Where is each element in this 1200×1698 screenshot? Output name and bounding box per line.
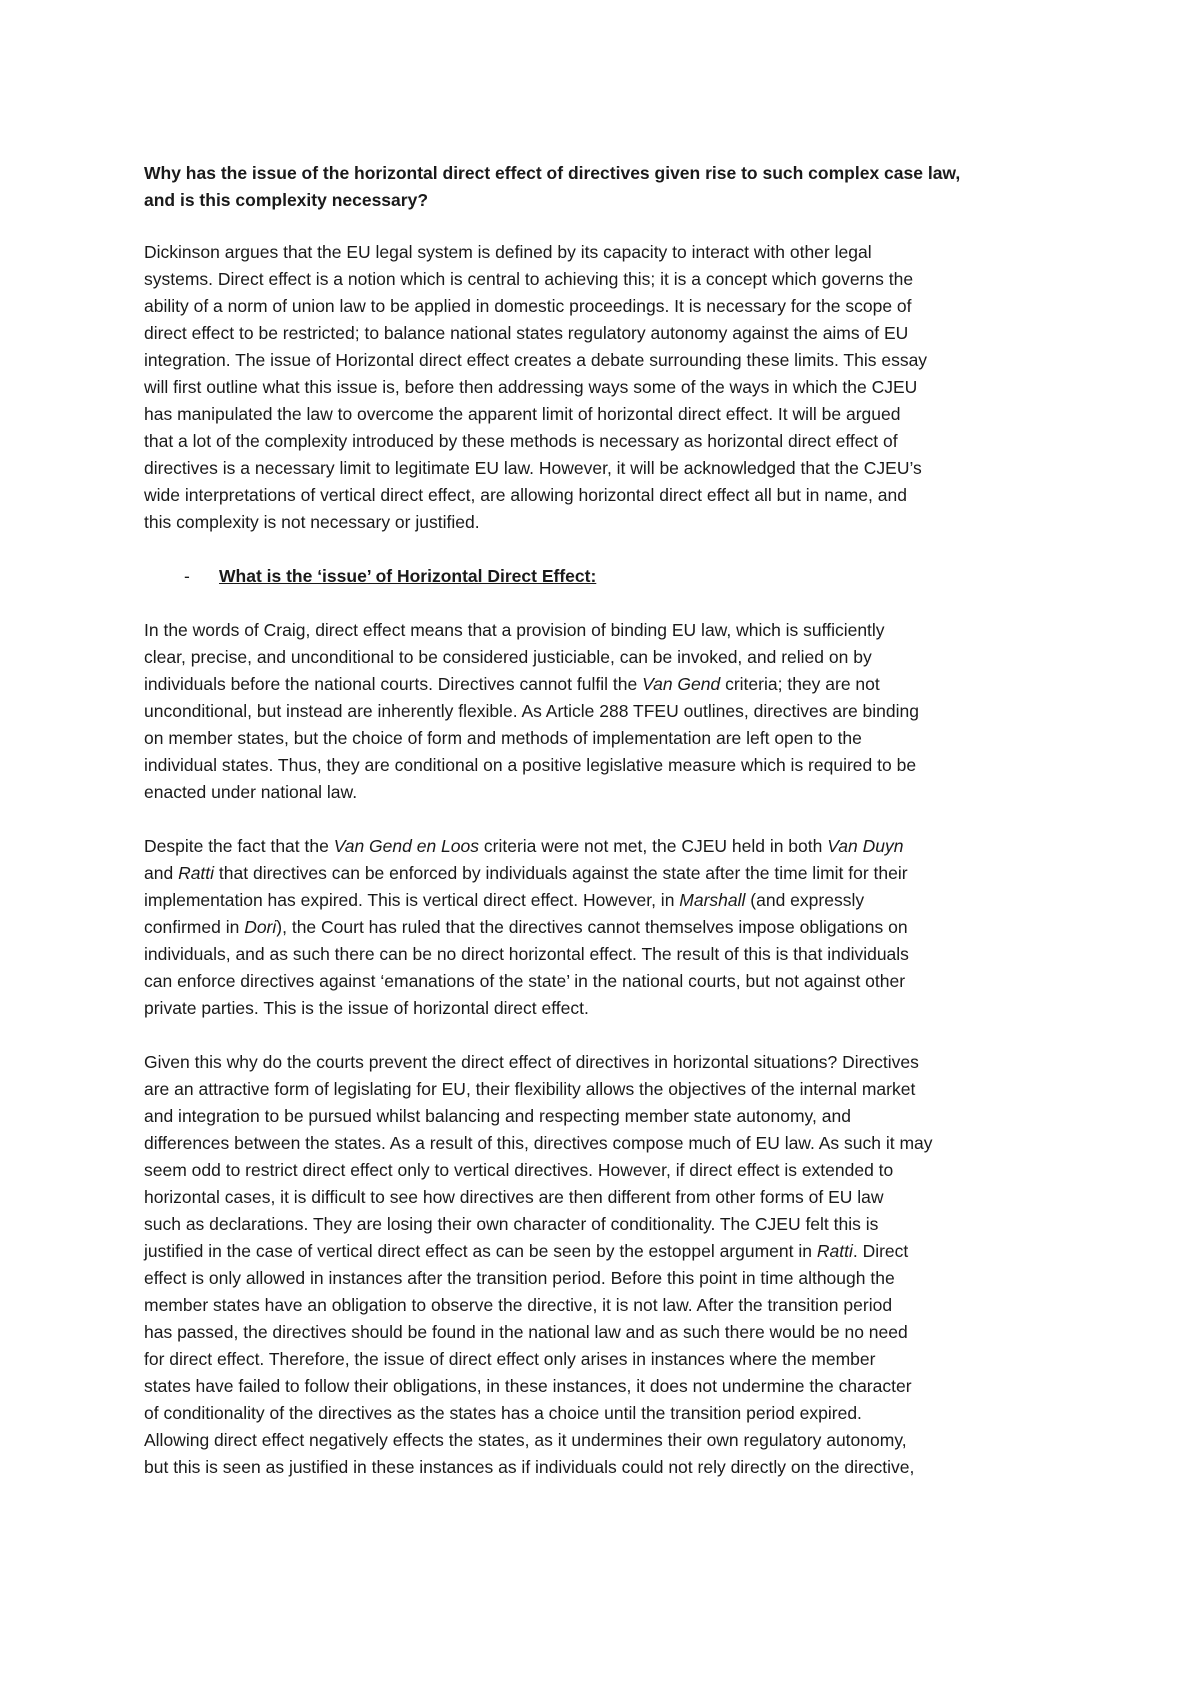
intro-line: that a lot of the complexity introduced by these methods is necessary as horizontal direct effect of: [144, 431, 898, 451]
para2-text: confirmed in: [144, 917, 245, 937]
intro-line: has manipulated the law to overcome the apparent limit of horizontal direct effect. It will be argued: [144, 404, 901, 424]
section-heading: What is the ‘issue’ of Horizontal Direct Effect:: [219, 566, 597, 586]
para2-line: [144, 914, 908, 941]
para1-text: criteria; they are not: [720, 674, 880, 694]
para3-line: and integration to be pursued whilst balancing and respecting member state autonomy, and: [144, 1106, 851, 1126]
para1-text: individuals before the national courts. Directives cannot fulfil the: [144, 674, 643, 694]
intro-line: this complexity is not necessary or justified.: [144, 512, 480, 532]
para3-line: effect is only allowed in instances after the transition period. Before this point in time although the: [144, 1268, 895, 1288]
para2-line: [144, 887, 864, 914]
para2-text: ), the Court has ruled that the directives cannot themselves impose obligations on: [276, 917, 908, 937]
para2-text: that directives can be enforced by individuals against the state after the time limit for their: [214, 863, 908, 883]
para3-line: of conditionality of the directives as the states has a choice until the transition period expired.: [144, 1403, 862, 1423]
para3-line: seem odd to restrict direct effect only to vertical directives. However, if direct effect is extended to: [144, 1160, 894, 1180]
intro-line: will first outline what this issue is, before then addressing ways some of the ways in which the CJEU: [144, 377, 918, 397]
intro-line: direct effect to be restricted; to balance national states regulatory autonomy against the aims of EU: [144, 323, 909, 343]
para3-line: are an attractive form of legislating for EU, their flexibility allows the objectives of the internal market: [144, 1079, 916, 1099]
para1-line: on member states, but the choice of form and methods of implementation are left open to the: [144, 728, 862, 748]
para3-line: [144, 1238, 908, 1265]
essay-title-line-2: and is this complexity necessary?: [144, 190, 429, 210]
para2-text: (and expressly: [745, 890, 865, 910]
para2-line: [144, 833, 903, 860]
para3-line: horizontal cases, it is difficult to see how directives are then different from other forms of EU law: [144, 1187, 884, 1207]
intro-line: wide interpretations of vertical direct effect, are allowing horizontal direct effect all but in name, and: [144, 485, 907, 505]
para3-line: states have failed to follow their obligations, in these instances, it does not undermine the character: [144, 1376, 912, 1396]
para1-line: unconditional, but instead are inherently flexible. As Article 288 TFEU outlines, directives are binding: [144, 701, 919, 721]
para3-line: but this is seen as justified in these instances as if individuals could not rely directly on the directive,: [144, 1457, 915, 1477]
case-name-ratti: Ratti: [178, 863, 215, 883]
intro-line: ability of a norm of union law to be applied in domestic proceedings. It is necessary for the scope of: [144, 296, 912, 316]
intro-line: Dickinson argues that the EU legal system is defined by its capacity to interact with other legal: [144, 242, 872, 262]
para3-line: has passed, the directives should be found in the national law and as such there would be no need: [144, 1322, 908, 1342]
para3-line: Given this why do the courts prevent the direct effect of directives in horizontal situations? Directives: [144, 1052, 919, 1072]
essay-title-line-1: Why has the issue of the horizontal direct effect of directives given rise to such complex case law,: [144, 163, 961, 183]
para1-line: individual states. Thus, they are conditional on a positive legislative measure which is required to be: [144, 755, 917, 775]
para3-line: such as declarations. They are losing their own character of conditionality. The CJEU felt this is: [144, 1214, 879, 1234]
para2-text: Despite the fact that the: [144, 836, 334, 856]
case-name-van-gend-en-loos: Van Gend en Loos: [333, 836, 480, 856]
section-bullet: -: [184, 566, 190, 586]
para1-line: enacted under national law.: [144, 782, 358, 802]
para2-line: individuals, and as such there can be no direct horizontal effect. The result of this is that individuals: [144, 944, 909, 964]
para2-text: implementation has expired. This is vertical direct effect. However, in: [144, 890, 680, 910]
case-name-van-gend: Van Gend: [642, 674, 721, 694]
para2-text: criteria were not met, the CJEU held in both: [479, 836, 828, 856]
case-name-van-duyn: Van Duyn: [827, 836, 904, 856]
para2-line: [144, 860, 908, 887]
para3-line: Allowing direct effect negatively effects the states, as it undermines their own regulatory autonomy,: [144, 1430, 907, 1450]
case-name-marshall: Marshall: [679, 890, 746, 910]
para2-text: and: [144, 863, 179, 883]
case-name-ratti: Ratti: [816, 1241, 853, 1261]
para3-text: justified in the case of vertical direct effect as can be seen by the estoppel argument in: [144, 1241, 817, 1261]
intro-line: integration. The issue of Horizontal direct effect creates a debate surrounding these limits. This essay: [144, 350, 928, 370]
intro-line: directives is a necessary limit to legitimate EU law. However, it will be acknowledged that the CJEU’s: [144, 458, 922, 478]
para2-line: can enforce directives against ‘emanations of the state’ in the national courts, but not against other: [144, 971, 906, 991]
para1-line: [144, 671, 880, 698]
para3-line: differences between the states. As a result of this, directives compose much of EU law. As such it may: [144, 1133, 933, 1153]
para3-line: member states have an obligation to observe the directive, it is not law. After the transition period: [144, 1295, 893, 1315]
para1-line: In the words of Craig, direct effect means that a provision of binding EU law, which is sufficiently: [144, 620, 885, 640]
intro-line: systems. Direct effect is a notion which is central to achieving this; it is a concept which governs the: [144, 269, 914, 289]
para2-line: private parties. This is the issue of horizontal direct effect.: [144, 998, 589, 1018]
para1-line: clear, precise, and unconditional to be considered justiciable, can be invoked, and relied on by: [144, 647, 872, 667]
case-name-dori: Dori: [244, 917, 277, 937]
para3-text: . Direct: [852, 1241, 909, 1261]
para3-line: for direct effect. Therefore, the issue of direct effect only arises in instances where the member: [144, 1349, 876, 1369]
